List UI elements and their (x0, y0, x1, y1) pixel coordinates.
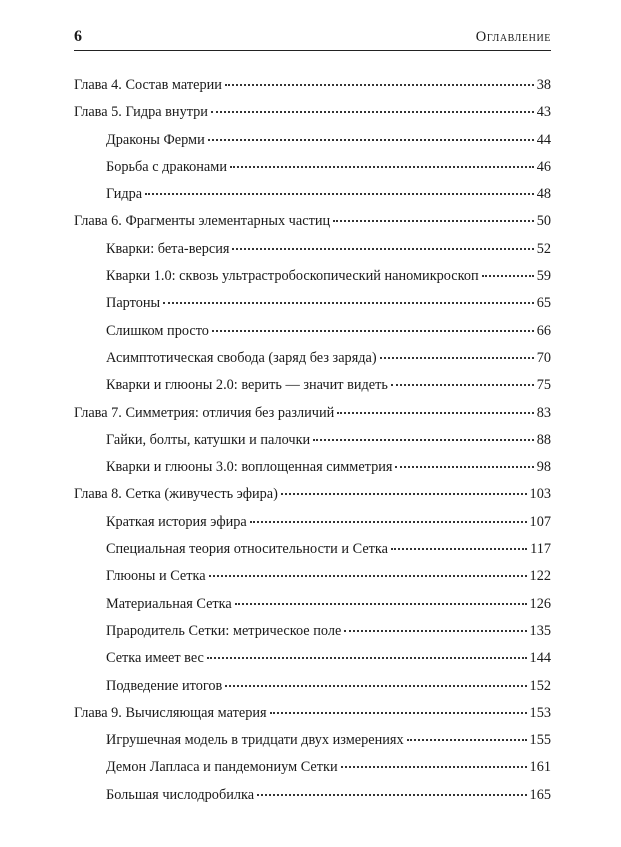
toc-entry-title: Материальная Сетка (106, 595, 232, 612)
toc-dot-leader (208, 139, 534, 141)
toc-chapter-entry (74, 486, 551, 513)
toc-entry-title: Демон Лапласа и пандемониум Сетки (106, 759, 338, 776)
toc-chapter-entry (74, 77, 551, 104)
toc-section-entry (74, 132, 551, 159)
toc-entry-page: 152 (529, 677, 551, 694)
toc-section-entry (74, 568, 551, 595)
toc-chapter-entry (74, 104, 551, 131)
toc-dot-leader (313, 439, 534, 441)
toc-section-entry (74, 596, 551, 623)
toc-entry-page: 126 (529, 595, 551, 612)
toc-section-entry (74, 732, 551, 759)
toc-entry-page: 83 (536, 404, 551, 421)
toc-entry-title: Слишком просто (106, 322, 209, 339)
toc-dot-leader (391, 548, 527, 550)
toc-entry-page: 153 (529, 704, 551, 721)
toc-entry-page: 65 (536, 295, 551, 312)
toc-dot-leader (391, 384, 534, 386)
toc-entry-title: Глава 7. Симметрия: отличия без различий (74, 404, 335, 421)
toc-entry-page: 107 (529, 513, 551, 530)
toc-chapter-entry (74, 405, 551, 432)
toc-chapter-entry (74, 705, 551, 732)
toc-section-entry (74, 268, 551, 295)
toc-entry-page: 52 (536, 240, 551, 257)
toc-entry-page: 144 (529, 650, 551, 667)
toc-dot-leader (257, 794, 526, 796)
toc-dot-leader (250, 521, 527, 523)
toc-entry-title: Гидра (106, 186, 143, 203)
toc-section-entry (74, 377, 551, 404)
toc-section-entry (74, 678, 551, 705)
toc-entry-page: 44 (536, 131, 551, 148)
toc-section-entry (74, 514, 551, 541)
toc-entry-page: 43 (536, 104, 551, 121)
toc-entry-page: 75 (536, 377, 551, 394)
toc-entry-page: 98 (536, 459, 551, 476)
toc-entry-title: Большая числодробилка (106, 786, 255, 803)
toc-entry-title: Кварки 1.0: сквозь ультрастробоскопический наномикроскоп (106, 268, 479, 285)
running-title: Оглавление (475, 29, 551, 45)
toc-entry-title: Драконы Ферми (106, 131, 205, 148)
toc-entry-title: Краткая история эфира (106, 513, 247, 530)
header-rule (74, 50, 551, 51)
toc-dot-leader (225, 84, 534, 86)
toc-dot-leader (333, 220, 534, 222)
toc-dot-leader (482, 275, 534, 277)
toc-entry-title: Партоны (106, 295, 161, 312)
toc-entry-page: 165 (529, 786, 551, 803)
toc-entry-page: 135 (529, 622, 551, 639)
toc-section-entry (74, 186, 551, 213)
toc-section-entry (74, 541, 551, 568)
toc-entry-title: Глава 4. Состав материи (74, 77, 222, 93)
toc-entry-title: Подведение итогов (106, 677, 223, 694)
toc-section-entry (74, 350, 551, 377)
toc-dot-leader (225, 685, 526, 687)
toc-entry-page: 117 (530, 541, 551, 558)
toc-section-entry (74, 623, 551, 650)
toc-section-entry (74, 323, 551, 350)
running-head (74, 28, 551, 48)
toc-dot-leader (145, 193, 534, 195)
toc-entry-title: Глава 9. Вычисляющая материя (74, 704, 267, 721)
toc-dot-leader (207, 657, 527, 659)
toc-entry-title: Глава 5. Гидра внутри (74, 104, 208, 121)
toc-entry-page: 48 (536, 186, 551, 203)
toc-entry-page: 38 (536, 77, 551, 93)
toc-section-entry (74, 432, 551, 459)
toc-dot-leader (407, 739, 527, 741)
toc-entry-page: 70 (536, 349, 551, 366)
toc-section-entry (74, 159, 551, 186)
toc-dot-leader (211, 111, 534, 113)
toc-entry-title: Кварки: бета-версия (106, 240, 230, 257)
toc-dot-leader (163, 302, 534, 304)
toc-section-entry (74, 295, 551, 322)
toc-section-entry (74, 241, 551, 268)
toc-entry-page: 66 (536, 322, 551, 339)
toc-entry-page: 88 (536, 431, 551, 448)
toc-entry-title: Специальная теория относительности и Сетка (106, 541, 388, 558)
page-number: 6 (74, 28, 82, 45)
toc-entry-title: Кварки и глюоны 3.0: воплощенная симметрия (106, 459, 393, 476)
toc-entry-title: Игрушечная модель в тридцати двух измерениях (106, 732, 404, 749)
toc-chapter-entry (74, 213, 551, 240)
toc-section-entry (74, 759, 551, 786)
table-of-contents (74, 77, 551, 814)
toc-dot-leader (230, 166, 534, 168)
toc-entry-page: 122 (529, 568, 551, 585)
toc-entry-title: Гайки, болты, катушки и палочки (106, 431, 311, 448)
toc-dot-leader (395, 466, 533, 468)
toc-entry-title: Глава 8. Сетка (живучесть эфира) (74, 486, 278, 503)
toc-entry-page: 46 (536, 158, 551, 175)
toc-entry-page: 161 (529, 759, 551, 776)
toc-entry-page: 155 (529, 732, 551, 749)
toc-entry-title: Сетка имеет вес (106, 650, 204, 667)
toc-section-entry (74, 650, 551, 677)
toc-dot-leader (337, 412, 533, 414)
toc-entry-title: Асимптотическая свобода (заряд без заряда) (106, 349, 377, 366)
toc-entry-title: Кварки и глюоны 2.0: верить — значит видеть (106, 377, 388, 394)
toc-entry-title: Глюоны и Сетка (106, 568, 206, 585)
toc-dot-leader (341, 766, 527, 768)
toc-dot-leader (380, 357, 534, 359)
toc-dot-leader (344, 630, 526, 632)
toc-entry-page: 103 (529, 486, 551, 503)
toc-dot-leader (235, 603, 527, 605)
toc-entry-page: 59 (536, 268, 551, 285)
toc-dot-leader (232, 248, 533, 250)
toc-entry-title: Прародитель Сетки: метрическое поле (106, 622, 342, 639)
toc-section-entry (74, 459, 551, 486)
toc-entry-title: Глава 6. Фрагменты элементарных частиц (74, 213, 331, 230)
toc-entry-page: 50 (536, 213, 551, 230)
toc-dot-leader (212, 330, 534, 332)
toc-dot-leader (209, 575, 527, 577)
toc-dot-leader (281, 493, 527, 495)
toc-dot-leader (270, 712, 527, 714)
toc-entry-title: Борьба с драконами (106, 158, 227, 175)
toc-section-entry (74, 787, 551, 814)
